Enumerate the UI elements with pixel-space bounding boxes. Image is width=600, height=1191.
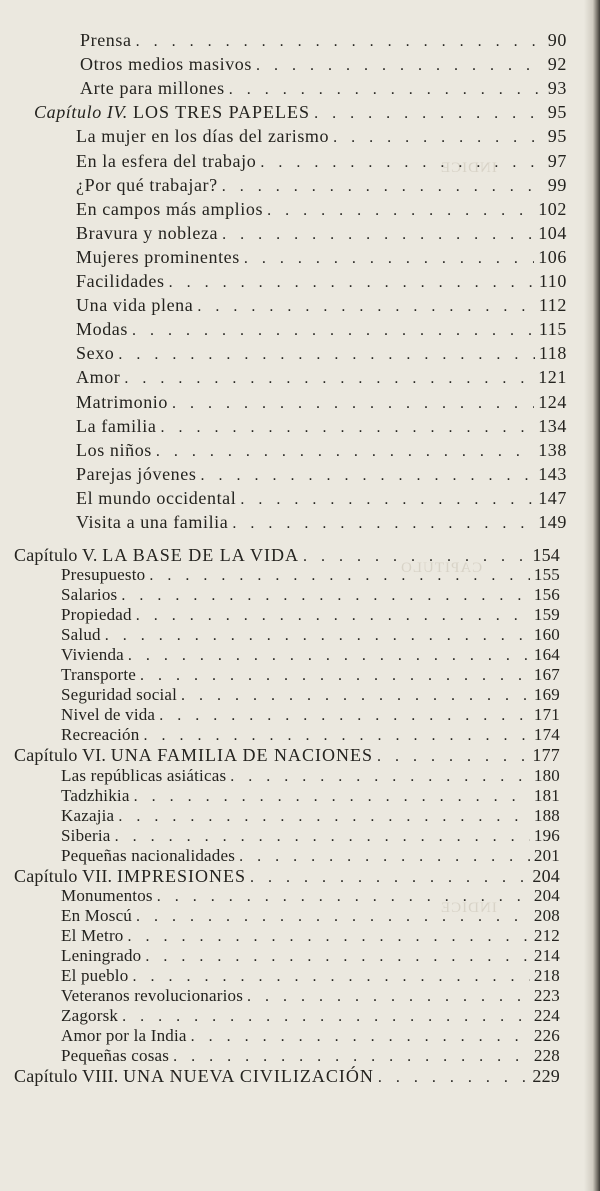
entry-title: Seguridad social (61, 685, 178, 705)
toc-entry (76, 247, 567, 271)
entry-title: Matrimonio (76, 391, 168, 412)
entry-title: La mujer en los días del zarismo (76, 126, 330, 147)
entry-title: Salud (61, 625, 101, 645)
dot-leader (244, 250, 534, 268)
dot-leader (118, 808, 530, 826)
entry-title: Zagorsk (61, 1006, 119, 1026)
page-number: 95 (547, 102, 567, 123)
entry-title: Facilidades (76, 271, 165, 291)
entry-title: El Metro (61, 925, 124, 945)
page-number: 212 (533, 925, 560, 945)
entry-title: Leningrado (61, 945, 142, 965)
page-number: 112 (538, 295, 567, 316)
dot-leader (143, 727, 529, 745)
dot-leader (222, 226, 534, 244)
toc-entry (76, 319, 567, 343)
dot-leader (149, 567, 530, 585)
entry-title: Las repúblicas asiáticas (61, 765, 227, 785)
dot-leader (256, 57, 544, 75)
entry-title: Prensa (80, 30, 132, 50)
dot-leader (136, 33, 544, 51)
dot-leader (169, 274, 535, 292)
entry-title: En Moscú (61, 905, 133, 925)
page-number: 93 (547, 78, 567, 99)
entry-title: Salarios (61, 585, 118, 605)
page-number: 167 (533, 665, 560, 685)
entry-title: Modas (76, 319, 128, 340)
page-number: 156 (533, 585, 560, 605)
page-number: 159 (533, 605, 560, 625)
chapter-title (14, 866, 250, 887)
chapter-name: LA BASE DE LA VIDA (102, 544, 299, 565)
page-number: 92 (547, 54, 567, 75)
entry-title: Nivel de vida (61, 705, 156, 725)
entry-title: Otros medios masivos (80, 54, 252, 75)
dot-leader (145, 948, 530, 966)
chapter-number: Capítulo VII. (14, 865, 113, 886)
page-number: 95 (547, 126, 567, 147)
show-through-text: INDICE (440, 900, 497, 916)
dot-leader (229, 81, 544, 99)
entry-title: Siberia (61, 825, 111, 845)
entry-title: Veteranos revolucionarios (61, 986, 244, 1006)
dot-leader (260, 154, 543, 172)
toc-entry (76, 295, 567, 319)
dot-leader (240, 491, 534, 509)
entry-title: Pequeñas nacionalidades (61, 845, 236, 865)
page-number: 218 (533, 966, 560, 985)
entry-title: Amor por la India (61, 1026, 187, 1046)
entry-title: La familia (76, 415, 157, 436)
dot-leader (159, 707, 530, 725)
chapter-name: LOS TRES PAPELES (133, 102, 311, 123)
toc-entry (76, 199, 567, 223)
chapter-number: Capítulo VIII. (14, 1066, 119, 1087)
dot-leader (197, 298, 535, 316)
dot-leader (160, 419, 534, 437)
page-number: 147 (538, 487, 567, 508)
page-number: 164 (533, 645, 560, 665)
dot-leader (250, 869, 528, 887)
dot-leader (247, 988, 530, 1006)
dot-leader (136, 607, 530, 625)
dot-leader (232, 515, 534, 533)
page-number: 180 (533, 765, 560, 785)
dot-leader (115, 828, 530, 846)
chapter-number: Capítulo V. (14, 544, 98, 565)
page-number: 124 (538, 391, 567, 412)
page-number: 201 (533, 845, 560, 865)
page-number: 134 (538, 415, 567, 436)
entry-title: Visita a una familia (76, 512, 229, 532)
entry-title: Arte para millones (80, 78, 225, 99)
dot-leader (191, 1028, 530, 1046)
dot-leader (121, 587, 530, 605)
show-through-text: INDICE (440, 160, 497, 176)
chapter-name: IMPRESIONES (116, 865, 246, 886)
entry-title: Vivienda (61, 645, 124, 665)
page-number: 224 (533, 1006, 560, 1026)
entry-title: Transporte (61, 665, 137, 685)
dot-leader (140, 667, 530, 685)
entry-title: En campos más amplios (76, 198, 264, 219)
page-number: 118 (538, 343, 567, 364)
entry-title: Propiedad (61, 605, 132, 625)
page-number: 226 (533, 1026, 560, 1046)
page-number: 171 (533, 705, 560, 725)
dot-leader (230, 768, 530, 786)
page-number: 97 (547, 150, 567, 171)
chapter-number: Capítulo VI. (14, 745, 107, 766)
toc-entry (76, 175, 567, 199)
page-number: 143 (538, 463, 567, 484)
dot-leader (118, 346, 534, 364)
page-number: 155 (533, 565, 560, 584)
entry-title: Presupuesto (61, 565, 146, 584)
page-number: 174 (533, 725, 560, 745)
dot-leader (122, 1008, 530, 1026)
chapter-title (14, 1066, 378, 1087)
entry-title: Pequeñas cosas (61, 1046, 170, 1066)
toc-entry (76, 464, 567, 488)
page-number: 228 (533, 1046, 560, 1066)
toc-entry (76, 367, 567, 391)
chapter-name: UNA FAMILIA DE NACIONES (110, 745, 373, 766)
entry-title: Amor (76, 367, 121, 388)
page-number: 149 (538, 512, 567, 532)
entry-title: Una vida plena (76, 295, 194, 316)
entry-title: ¿Por qué trabajar? (76, 174, 218, 195)
dot-leader (333, 129, 544, 147)
chapter-title (14, 545, 303, 566)
entry-title: Mujeres prominentes (76, 246, 240, 267)
toc-entry (76, 512, 567, 536)
chapter-heading (34, 102, 567, 126)
dot-leader (377, 748, 528, 766)
entry-title: En la esfera del trabajo (76, 150, 257, 171)
dot-leader (378, 1069, 529, 1087)
page-number: 110 (538, 271, 567, 291)
page-number: 90 (547, 30, 567, 50)
page-number: 138 (538, 439, 567, 460)
page-number: 104 (538, 222, 567, 243)
dot-leader (172, 395, 534, 413)
toc-entry (76, 126, 567, 150)
entry-title: Bravura y nobleza (76, 222, 219, 243)
page-number: 106 (538, 246, 567, 267)
dot-leader (105, 627, 530, 645)
page-number: 121 (538, 367, 567, 388)
page-number: 115 (538, 319, 567, 340)
chapter-name: UNA NUEVA CIVILIZACIÓN (123, 1066, 374, 1087)
entry-title: El pueblo (61, 966, 129, 985)
page-number: 154 (532, 544, 560, 565)
dot-leader (128, 928, 530, 946)
dot-leader (156, 443, 534, 461)
page-number: 177 (532, 745, 560, 766)
dot-leader (157, 888, 530, 906)
dot-leader (267, 202, 534, 220)
toc-entry (80, 54, 567, 78)
dot-leader (303, 548, 528, 566)
dot-leader (128, 647, 530, 665)
page-number: 99 (547, 174, 567, 195)
chapter-number: Capítulo IV. (34, 102, 128, 123)
page-number: 204 (533, 885, 560, 905)
show-through-text: CAPITULO (400, 560, 483, 576)
dot-leader (181, 687, 530, 705)
dot-leader (132, 322, 535, 340)
book-spine-shadow (584, 0, 600, 1191)
dot-leader (136, 908, 530, 926)
toc-entry (76, 488, 567, 512)
toc-entry (76, 392, 567, 416)
toc-entry (80, 78, 567, 102)
dot-leader (200, 467, 534, 485)
chapter-title (34, 102, 314, 123)
entry-title: El mundo occidental (76, 487, 237, 508)
page-number: 229 (532, 1066, 560, 1087)
toc-entry (76, 151, 567, 175)
entry-title: Los niños (76, 439, 152, 460)
entry-title: Monumentos (61, 885, 153, 905)
page-number: 214 (533, 945, 560, 965)
dot-leader (239, 848, 530, 866)
page-number: 181 (533, 785, 560, 805)
toc-entry (80, 30, 567, 54)
toc-entry (76, 440, 567, 464)
page-number: 208 (533, 905, 560, 925)
toc-entry (76, 271, 567, 295)
entry-title: Parejas jóvenes (76, 463, 197, 484)
entry-title: Tadzhikia (61, 785, 130, 805)
dot-leader (314, 105, 544, 123)
dot-leader (132, 968, 529, 986)
dot-leader (222, 178, 544, 196)
chapter-title (14, 745, 377, 766)
entry-title: Kazajia (61, 805, 115, 825)
entry-title: Sexo (76, 343, 115, 364)
toc-entry (76, 223, 567, 247)
page-number: 169 (533, 685, 560, 705)
page-number: 196 (533, 825, 560, 845)
page-number: 102 (538, 198, 567, 219)
dot-leader (124, 370, 534, 388)
page-number: 160 (533, 625, 560, 645)
page-number: 223 (533, 986, 560, 1006)
page-number: 204 (532, 865, 560, 886)
page-number: 188 (533, 805, 560, 825)
toc-entry (76, 416, 567, 440)
toc-entry (76, 343, 567, 367)
entry-title: Recreación (61, 725, 140, 745)
dot-leader (173, 1048, 530, 1066)
dot-leader (134, 788, 530, 806)
chapter-heading (14, 1066, 560, 1090)
